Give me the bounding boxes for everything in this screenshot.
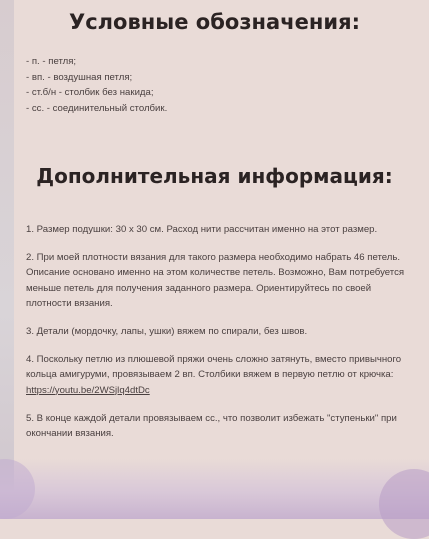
info-title: Дополнительная информация: — [36, 164, 393, 188]
info-item-1: 1. Размер подушки: 30 х 30 см. Расход нити рассчитан именно на этот размер. — [26, 224, 378, 235]
legend-title: Условные обозначения: — [69, 10, 360, 34]
info-item-5: 5. В конце каждой детали провязываем сс., что позволит избежать "ступеньки" при окончании вязания. — [26, 412, 397, 440]
info-item-4 — [26, 352, 408, 398]
legend-list — [26, 54, 406, 116]
info-item-4-text: 4. Поскольку петлю из плюшевой пряжи очень сложно затянуть, вместо привычного кольца амигуруми, провязываем 2 вп. Столбики вяжем в первую петлю от крючка: — [26, 354, 402, 381]
legend-item: - вп. - воздушная петля; — [26, 71, 133, 83]
legend-item: - сс. - соединительный столбик. — [26, 102, 168, 114]
bottom-decoration — [0, 459, 429, 519]
legend-item: - ст.б/н - столбик без накида; — [26, 87, 154, 98]
info-item-2: 2. При моей плотности вязания для такого размера необходимо набрать 46 петель. Описание основано именно на этом количестве петель. Возможно, Вам потребуется меньше петель для получения заданного размера. Ориентируйтесь по своей плотности вязания. — [26, 252, 405, 309]
info-section — [26, 222, 408, 454]
legend-item: - п. - петля; — [26, 56, 77, 67]
info-item-3: 3. Детали (мордочку, лапы, ушки) вяжем по спирали, без швов. — [26, 326, 308, 338]
left-edge-strip — [0, 0, 14, 519]
video-link[interactable]: https://youtu.be/2WSjlq4dtDc — [26, 384, 150, 396]
